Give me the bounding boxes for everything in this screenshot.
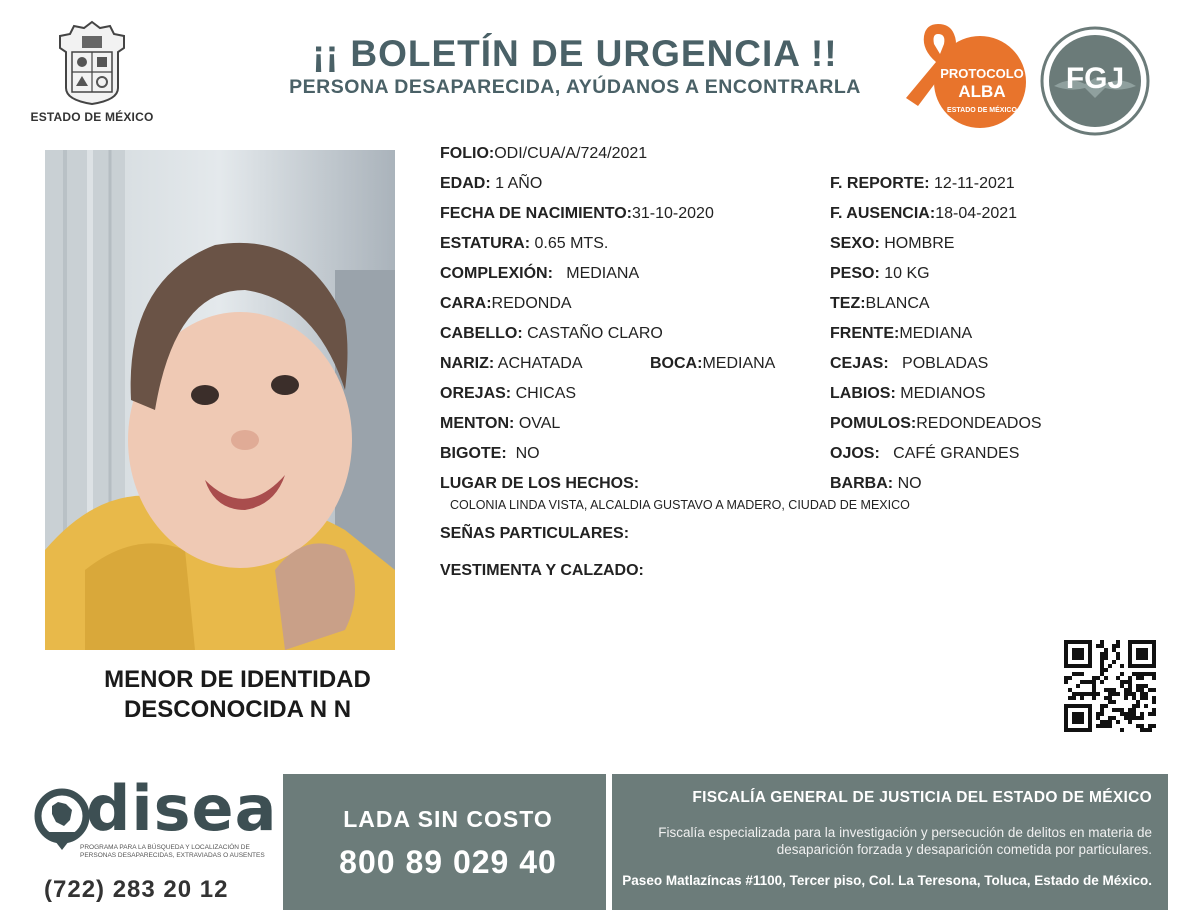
alba-line2: ALBA	[958, 82, 1006, 101]
field-label: LABIOS:	[830, 385, 896, 402]
field-value: REDONDA	[491, 295, 572, 312]
field-label: CEJAS:	[830, 355, 889, 372]
qr-code[interactable]	[1064, 640, 1156, 732]
field-label: COMPLEXIÓN:	[440, 265, 553, 282]
field-value: POBLADAS	[902, 355, 989, 372]
field-label: VESTIMENTA Y CALZADO:	[440, 562, 644, 579]
field-complexion	[440, 265, 639, 287]
field-value: 0.65 MTS.	[534, 235, 609, 252]
field-cabello	[440, 325, 663, 347]
field-label: BOCA:	[650, 355, 703, 372]
fiscalia-description: Fiscalía especializada para la investigación y persecución de delitos en materia de desaparición forzada y desaparición cometida por particulares.	[658, 825, 1152, 857]
field-value: OVAL	[518, 415, 561, 432]
field-value: REDONDEADOS	[916, 415, 1042, 432]
odisea-phone[interactable]: (722) 283 20 12	[44, 876, 229, 903]
field-frente	[830, 325, 972, 347]
odisea-wordmark: disea	[86, 772, 278, 845]
caption-line1: MENOR DE IDENTIDAD	[104, 666, 371, 693]
field-label: TEZ:	[830, 295, 866, 312]
fiscalia-title: FISCALÍA GENERAL DE JUSTICIA DEL ESTADO DE MÉXICO	[692, 789, 1152, 806]
field-label: LUGAR DE LOS HECHOS:	[440, 475, 640, 492]
field-value: 10 KG	[884, 265, 930, 282]
field-edad	[440, 175, 542, 197]
field-label: BIGOTE:	[440, 445, 507, 462]
field-value: 18-04-2021	[935, 205, 1018, 222]
field-label: CARA:	[440, 295, 492, 312]
field-cara	[440, 295, 572, 317]
field-label: SEXO:	[830, 235, 880, 252]
field-lugar-value: COLONIA LINDA VISTA, ALCALDIA GUSTAVO A MADERO, CIUDAD DE MEXICO	[450, 498, 910, 512]
field-peso	[830, 265, 930, 287]
field-menton	[440, 415, 560, 437]
field-value: ACHATADA	[497, 355, 583, 372]
field-boca	[650, 355, 775, 377]
field-value: CAFÉ GRANDES	[893, 445, 1020, 462]
field-label: FECHA DE NACIMIENTO:	[440, 205, 632, 222]
coat-of-arms-icon	[52, 18, 132, 106]
field-value: MEDIANA	[702, 355, 776, 372]
caption-line2: DESCONOCIDA N N	[123, 696, 352, 723]
field-reporte	[830, 175, 1015, 197]
field-value: MEDIANOS	[900, 385, 986, 402]
alba-line3: ESTADO DE MÉXICO	[947, 107, 1017, 114]
field-ausencia	[830, 205, 1017, 227]
field-label: PESO:	[830, 265, 880, 282]
field-nacimiento	[440, 205, 714, 227]
field-cejas	[830, 355, 988, 377]
field-label: NARIZ:	[440, 355, 495, 372]
field-label: F. REPORTE:	[830, 175, 930, 192]
field-orejas	[440, 385, 576, 407]
field-ojos	[830, 445, 1019, 467]
field-value: MEDIANA	[899, 325, 973, 342]
field-value: 31-10-2020	[632, 205, 714, 222]
field-label: CABELLO:	[440, 325, 523, 342]
lada-number[interactable]: 800 89 029 40	[339, 844, 557, 880]
contact-band	[283, 774, 1168, 910]
field-label: POMULOS:	[830, 415, 917, 432]
person-caption	[45, 665, 430, 725]
field-value: ODI/CUA/A/724/2021	[494, 145, 648, 162]
field-vestimenta	[440, 562, 644, 584]
field-folio	[440, 145, 647, 167]
lada-label: LADA SIN COSTO	[343, 806, 553, 832]
field-value: 1 AÑO	[495, 175, 543, 192]
field-barba	[830, 475, 922, 497]
field-value: HOMBRE	[884, 235, 955, 252]
field-label: MENTON:	[440, 415, 515, 432]
field-value: BLANCA	[865, 295, 930, 312]
field-tez	[830, 295, 930, 317]
bulletin-title: ¡¡ BOLETÍN DE URGENCIA !!	[312, 33, 838, 74]
field-label: FRENTE:	[830, 325, 900, 342]
field-label: ESTATURA:	[440, 235, 531, 252]
fgj-text: FGJ	[1065, 62, 1125, 95]
field-labios	[830, 385, 986, 407]
field-estatura	[440, 235, 608, 257]
field-value: 12-11-2021	[934, 175, 1015, 192]
fgj-logo	[1040, 26, 1150, 136]
alba-line1: PROTOCOLO	[940, 66, 1024, 81]
field-pomulos	[830, 415, 1042, 437]
fiscalia-address: Paseo Matlazíncas #1100, Tercer piso, Col. La Teresona, Toluca, Estado de México.	[622, 873, 1152, 888]
bulletin-header	[250, 34, 900, 99]
field-value: CHICAS	[515, 385, 577, 402]
field-nariz	[440, 355, 583, 377]
odisea-logo	[30, 772, 280, 910]
field-value: CASTAÑO CLARO	[527, 325, 663, 342]
bulletin-subtitle: PERSONA DESAPARECIDA, AYÚDANOS A ENCONTRARLA	[289, 76, 861, 98]
field-label: EDAD:	[440, 175, 491, 192]
field-value: NO	[897, 475, 922, 492]
field-label: F. AUSENCIA:	[830, 205, 936, 222]
odisea-subtitle: PROGRAMA PARA LA BÚSQUEDA Y LOCALIZACIÓN DE PERSONAS DESAPARECIDAS, EXTRAVIADAS O AUSENTES	[80, 844, 265, 859]
field-bigote	[440, 445, 540, 467]
field-label: OREJAS:	[440, 385, 512, 402]
field-senas	[440, 525, 629, 547]
field-label: OJOS:	[830, 445, 880, 462]
field-label: FOLIO:	[440, 145, 495, 162]
protocolo-alba-logo	[898, 22, 1033, 132]
field-lugar	[440, 475, 639, 497]
field-value: NO	[515, 445, 540, 462]
field-label: BARBA:	[830, 475, 894, 492]
field-value: MEDIANA	[566, 265, 640, 282]
state-label: ESTADO DE MÉXICO	[30, 110, 154, 124]
field-sexo	[830, 235, 954, 257]
field-label: SEÑAS PARTICULARES:	[440, 525, 630, 542]
person-details	[440, 143, 1160, 593]
location-pin-icon	[34, 788, 90, 852]
estado-de-mexico-logo	[22, 18, 162, 124]
person-photo	[45, 150, 395, 650]
